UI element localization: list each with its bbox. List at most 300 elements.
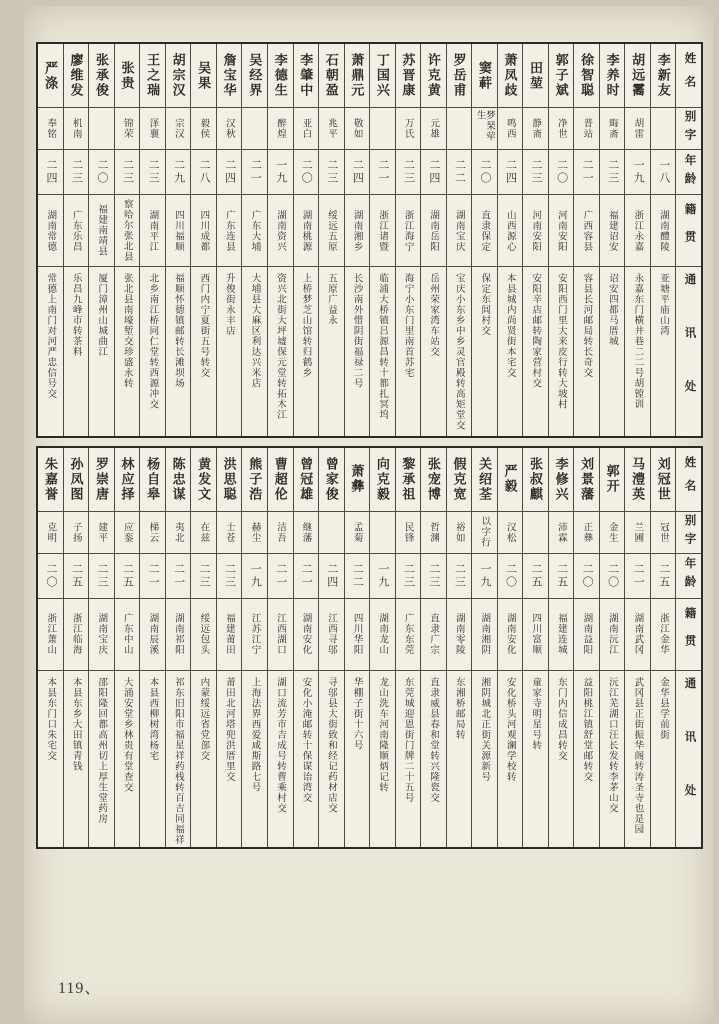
header-origin-text: 籍贯 bbox=[683, 606, 696, 662]
entry-address-text: 北乡南江桥同仁堂转西源冲交 bbox=[147, 273, 159, 410]
entry-age bbox=[242, 554, 267, 599]
entry-name-text: 黎承祖 bbox=[400, 456, 416, 502]
entry-column bbox=[190, 44, 216, 436]
entry-age-text: 二三 bbox=[121, 159, 134, 185]
entry-name bbox=[64, 44, 89, 108]
entry-name bbox=[217, 448, 242, 512]
entry-column bbox=[318, 448, 344, 847]
entry-alias-text: 泽襄 bbox=[147, 118, 159, 139]
entry-alias bbox=[191, 108, 216, 150]
entry-origin-text: 湖南宝庆 bbox=[96, 613, 108, 655]
entry-name-text: 张承俊 bbox=[94, 53, 110, 98]
entry-address bbox=[268, 267, 293, 436]
entry-alias bbox=[345, 108, 370, 150]
entry-address-text: 童家寺明星号转 bbox=[530, 676, 542, 750]
entry-alias-text: 亚白 bbox=[300, 118, 312, 139]
entry-address-text: 西门内宁夏街五号转交 bbox=[198, 273, 210, 378]
entry-address bbox=[38, 671, 63, 847]
entry-name bbox=[498, 448, 523, 512]
entry-alias bbox=[140, 108, 165, 150]
entry-alias bbox=[140, 512, 165, 554]
entry-column bbox=[267, 44, 293, 436]
entry-alias bbox=[294, 108, 319, 150]
entry-address bbox=[472, 267, 497, 436]
entry-alias bbox=[268, 512, 293, 554]
entry-column bbox=[293, 44, 319, 436]
entry-origin bbox=[447, 195, 472, 267]
entry-column bbox=[395, 44, 421, 436]
entry-age-text: 二三 bbox=[402, 562, 415, 589]
entry-address-text: 安化桥头河观澜学校转 bbox=[504, 676, 516, 782]
entry-column bbox=[573, 448, 599, 847]
entry-age-text: 二三 bbox=[530, 159, 543, 185]
entry-alias-text: 梦琹荦生 bbox=[474, 110, 495, 142]
entry-address-text: 本县东乡大田镇青钱 bbox=[70, 676, 82, 771]
entry-age-text: 二一 bbox=[376, 159, 389, 185]
entry-name-text: 徐智聪 bbox=[579, 53, 595, 98]
entry-name bbox=[447, 44, 472, 108]
entry-address bbox=[651, 671, 676, 847]
entry-name bbox=[421, 44, 446, 108]
entry-address-text: 东门内信成昌转交 bbox=[555, 676, 567, 761]
entry-alias bbox=[549, 512, 574, 554]
entry-age bbox=[625, 554, 650, 599]
header-alias bbox=[676, 108, 701, 150]
entry-alias bbox=[38, 512, 63, 554]
entry-alias-text: 在兹 bbox=[198, 521, 210, 543]
entry-column bbox=[241, 448, 267, 847]
entry-origin-text: 广西容县 bbox=[581, 209, 593, 252]
entry-address bbox=[115, 671, 140, 847]
entry-alias bbox=[268, 108, 293, 150]
entry-origin-text: 浙江永嘉 bbox=[632, 209, 644, 252]
entry-origin-text: 浙江海宁 bbox=[402, 209, 414, 252]
entry-address bbox=[421, 267, 446, 436]
entry-age-text: 二〇 bbox=[44, 562, 57, 589]
entry-name-text: 刘冠世 bbox=[655, 456, 671, 502]
entry-origin-text: 福建南靖县 bbox=[96, 204, 108, 257]
entry-name bbox=[549, 44, 574, 108]
entry-column bbox=[522, 448, 548, 847]
entry-column bbox=[573, 44, 599, 436]
entry-column bbox=[88, 448, 114, 847]
entry-origin bbox=[294, 599, 319, 671]
entry-origin bbox=[345, 195, 370, 267]
entry-column bbox=[165, 44, 191, 436]
entry-alias bbox=[549, 108, 574, 150]
entry-column bbox=[241, 44, 267, 436]
entry-address-text: 内蒙绥远省党部交 bbox=[198, 676, 210, 761]
entry-age bbox=[498, 150, 523, 195]
entry-name-text: 郭子斌 bbox=[553, 53, 569, 98]
entry-alias bbox=[166, 108, 191, 150]
entry-name bbox=[651, 448, 676, 512]
entry-age bbox=[319, 554, 344, 599]
entry-origin bbox=[600, 195, 625, 267]
entry-age bbox=[64, 150, 89, 195]
entry-name bbox=[625, 448, 650, 512]
entry-origin-text: 湖南湘阴 bbox=[479, 613, 491, 655]
entry-column bbox=[497, 44, 523, 436]
entry-age bbox=[217, 554, 242, 599]
header-address bbox=[676, 267, 701, 436]
entry-alias-text: 锦荣 bbox=[121, 118, 133, 139]
entry-origin bbox=[319, 599, 344, 671]
entry-name-text: 李肇中 bbox=[298, 53, 314, 98]
entry-alias-text: 胡雷 bbox=[632, 118, 644, 139]
entry-age-text: 二五 bbox=[555, 562, 568, 589]
entry-origin-text: 湖南辰溪 bbox=[147, 613, 159, 655]
entry-age bbox=[447, 554, 472, 599]
entry-name bbox=[89, 448, 114, 512]
entry-age-text: 二一 bbox=[172, 562, 185, 589]
entry-origin-text: 江西寻邬 bbox=[326, 613, 338, 655]
entry-column bbox=[369, 448, 395, 847]
entry-name bbox=[319, 44, 344, 108]
entry-alias-text: 以字行 bbox=[479, 516, 491, 548]
entry-age bbox=[166, 150, 191, 195]
entry-alias bbox=[370, 512, 395, 554]
entry-age-text: 二〇 bbox=[96, 159, 109, 185]
entry-name-text: 李德生 bbox=[272, 53, 288, 98]
entry-age bbox=[396, 150, 421, 195]
entry-age-text: 二三 bbox=[427, 562, 440, 589]
entry-address bbox=[549, 671, 574, 847]
entry-origin-text: 江苏江宁 bbox=[249, 613, 261, 655]
entry-alias bbox=[651, 512, 676, 554]
entry-address-text: 海宁小东门里南首苏宅 bbox=[402, 273, 414, 378]
entry-name-text: 萧彝 bbox=[349, 464, 365, 494]
entry-column bbox=[344, 448, 370, 847]
entry-name bbox=[651, 44, 676, 108]
entry-name bbox=[217, 44, 242, 108]
entry-column bbox=[139, 448, 165, 847]
entry-name-text: 张贵 bbox=[119, 60, 135, 91]
entry-origin-text: 湖南沅江 bbox=[606, 613, 618, 655]
entry-alias bbox=[191, 512, 216, 554]
entry-address bbox=[370, 267, 395, 436]
entry-origin bbox=[166, 599, 191, 671]
entry-age bbox=[166, 554, 191, 599]
entry-alias bbox=[319, 512, 344, 554]
entry-address-text: 岳州荣家湾车站交 bbox=[428, 273, 440, 357]
entry-alias bbox=[651, 108, 676, 150]
entry-address bbox=[140, 671, 165, 847]
entry-origin bbox=[370, 195, 395, 267]
entry-name bbox=[370, 44, 395, 108]
entry-address bbox=[447, 267, 472, 436]
entry-alias bbox=[319, 108, 344, 150]
entry-address-text: 祁东旧阳市福星祥药栈转百吉同福祥 bbox=[172, 676, 184, 845]
entry-origin bbox=[89, 195, 114, 267]
entry-column bbox=[624, 448, 650, 847]
entry-age bbox=[140, 554, 165, 599]
entry-address-text: 湘阴城北正街关源新号 bbox=[479, 676, 491, 782]
entry-name bbox=[294, 448, 319, 512]
entry-origin-text: 湖南安化 bbox=[504, 613, 516, 655]
entry-alias-text: 净世 bbox=[555, 118, 567, 139]
entry-origin bbox=[396, 599, 421, 671]
entry-alias bbox=[345, 512, 370, 554]
entry-alias bbox=[625, 512, 650, 554]
entry-name-text: 张宠博 bbox=[425, 456, 441, 502]
entry-name bbox=[166, 448, 191, 512]
entry-name-text: 熊子浩 bbox=[247, 456, 263, 502]
entry-origin bbox=[345, 599, 370, 671]
entry-alias-text: 沛霖 bbox=[555, 521, 567, 543]
entry-address bbox=[574, 671, 599, 847]
entry-column bbox=[471, 44, 497, 436]
entry-age bbox=[472, 150, 497, 195]
entry-origin-text: 直隶广宗 bbox=[428, 613, 440, 655]
entry-age bbox=[345, 150, 370, 195]
entry-origin-text: 福建连城 bbox=[555, 613, 567, 655]
entry-alias bbox=[396, 108, 421, 150]
entry-address bbox=[140, 267, 165, 436]
entry-origin bbox=[498, 599, 523, 671]
entry-name-text: 廖维发 bbox=[68, 53, 84, 98]
entry-address bbox=[191, 671, 216, 847]
entry-address-text: 东莞城迎恩街门牌二十五号 bbox=[402, 676, 414, 803]
entry-name bbox=[600, 44, 625, 108]
entry-column bbox=[522, 44, 548, 436]
entry-column bbox=[267, 448, 293, 847]
entry-name bbox=[319, 448, 344, 512]
entry-address-text: 沅江芜湖口汪长发转李茅山交 bbox=[606, 676, 618, 813]
entry-origin bbox=[217, 599, 242, 671]
entry-column bbox=[548, 448, 574, 847]
entry-origin-text: 绥远包头 bbox=[198, 613, 210, 655]
entry-column bbox=[63, 448, 89, 847]
entry-address-text: 湖口流芳市吉成号转曹乘村交 bbox=[274, 676, 286, 813]
entry-address-text: 容县长河邮局转长奇交 bbox=[581, 273, 593, 378]
entry-age bbox=[396, 554, 421, 599]
entry-alias-text: 鸣西 bbox=[504, 118, 516, 139]
entry-origin bbox=[268, 195, 293, 267]
entry-address-text: 资兴北街大坪墟保元堂转拓木江 bbox=[274, 273, 286, 420]
entry-origin bbox=[64, 195, 89, 267]
entry-address bbox=[89, 267, 114, 436]
entry-origin-text: 湖南宝庆 bbox=[453, 209, 465, 252]
entry-address bbox=[498, 671, 523, 847]
entry-alias bbox=[472, 108, 497, 150]
entry-origin-text: 湖南桃源 bbox=[300, 209, 312, 252]
entry-column bbox=[139, 44, 165, 436]
entry-age bbox=[447, 150, 472, 195]
entry-age-text: 二三 bbox=[198, 562, 211, 589]
entry-alias-text: 哲渊 bbox=[428, 521, 440, 543]
entry-alias bbox=[166, 512, 191, 554]
entry-address bbox=[396, 267, 421, 436]
entry-name bbox=[268, 448, 293, 512]
entry-column bbox=[38, 44, 63, 436]
entry-address bbox=[294, 267, 319, 436]
entry-age-text: 二一 bbox=[581, 159, 594, 185]
entry-name-text: 胡宗汉 bbox=[170, 53, 186, 98]
entry-column bbox=[369, 44, 395, 436]
entry-alias bbox=[115, 108, 140, 150]
entry-age bbox=[294, 554, 319, 599]
entry-name bbox=[345, 44, 370, 108]
entry-age-text: 二五 bbox=[70, 562, 83, 589]
entry-age-text: 二〇 bbox=[504, 562, 517, 589]
entry-address bbox=[319, 671, 344, 847]
entry-origin-text: 湖南安化 bbox=[300, 613, 312, 655]
entry-origin bbox=[396, 195, 421, 267]
entry-alias-text: 毅侯 bbox=[198, 118, 210, 139]
entry-address-text: 华棚子街十六号 bbox=[351, 676, 363, 750]
entry-name bbox=[549, 448, 574, 512]
entry-age bbox=[421, 150, 446, 195]
entry-alias bbox=[38, 108, 63, 150]
entry-name-text: 詹宝华 bbox=[221, 53, 237, 98]
header-name bbox=[676, 448, 701, 512]
entry-age bbox=[294, 150, 319, 195]
entry-name-text: 李修兴 bbox=[553, 456, 569, 502]
entry-origin-text: 湖南祁阳 bbox=[172, 613, 184, 655]
entry-name-text: 丁国兴 bbox=[374, 53, 390, 98]
entry-alias-text: 普站 bbox=[581, 118, 593, 139]
entry-name-text: 田堃 bbox=[528, 60, 544, 91]
entry-address-text: 邵阳隆回都高州切上厚生堂药房 bbox=[96, 676, 108, 824]
entry-name-text: 孙凤图 bbox=[68, 456, 84, 502]
entry-name-text: 李新友 bbox=[655, 53, 671, 98]
entry-age bbox=[574, 150, 599, 195]
entry-origin-text: 江西湖口 bbox=[274, 613, 286, 655]
entry-address-text: 厦门漳州山城曲江 bbox=[96, 273, 108, 357]
entry-origin bbox=[294, 195, 319, 267]
entry-column bbox=[650, 44, 676, 436]
entry-address-text: 亚塘平庙山湾 bbox=[657, 273, 669, 336]
entry-origin bbox=[498, 195, 523, 267]
entry-name-text: 萧凤歧 bbox=[502, 53, 518, 98]
entry-address-text: 上海法界西爱咸斯路七号 bbox=[249, 676, 261, 792]
entry-alias bbox=[472, 512, 497, 554]
entry-alias-text: 正彝 bbox=[581, 521, 593, 543]
entry-name-text: 郭开 bbox=[604, 464, 620, 494]
entry-alias bbox=[523, 512, 548, 554]
entry-address bbox=[345, 267, 370, 436]
entry-age bbox=[370, 150, 395, 195]
entry-origin-text: 湖南常德 bbox=[45, 209, 57, 252]
entry-age-text: 一八 bbox=[657, 159, 670, 185]
entry-origin-text: 广东乐昌 bbox=[70, 209, 82, 252]
entry-address bbox=[294, 671, 319, 847]
entry-address-text: 本县西柳树湾杨宅 bbox=[147, 676, 159, 761]
entry-age bbox=[191, 554, 216, 599]
entry-name bbox=[472, 448, 497, 512]
entry-name bbox=[447, 448, 472, 512]
entry-address-text: 本县城内尚贤街本宅交 bbox=[504, 273, 516, 378]
entry-alias bbox=[64, 512, 89, 554]
entry-age bbox=[268, 150, 293, 195]
entry-age-text: 一九 bbox=[478, 562, 491, 589]
entry-age bbox=[625, 150, 650, 195]
entry-age-text: 二九 bbox=[172, 159, 185, 185]
entry-age bbox=[574, 554, 599, 599]
entry-column bbox=[599, 44, 625, 436]
entry-origin bbox=[140, 195, 165, 267]
entry-column bbox=[293, 448, 319, 847]
entry-age-text: 二一 bbox=[632, 562, 645, 589]
entry-name bbox=[242, 44, 267, 108]
entry-origin-text: 湖南平江 bbox=[147, 209, 159, 252]
entry-name-text: 王之瑞 bbox=[145, 53, 161, 98]
entry-origin bbox=[651, 195, 676, 267]
entry-origin-text: 浙江临海 bbox=[70, 613, 82, 655]
entry-alias bbox=[242, 108, 267, 150]
entry-address-text: 武冈县正街振华阁转涛圣寺也是园 bbox=[632, 676, 644, 834]
entry-alias-text: 敬如 bbox=[351, 118, 363, 139]
entry-name bbox=[396, 448, 421, 512]
entry-origin-text: 直隶保定 bbox=[479, 209, 491, 252]
entry-origin-text: 湖南武冈 bbox=[632, 613, 644, 655]
entry-name bbox=[115, 44, 140, 108]
entry-origin-text: 山西源心 bbox=[504, 209, 516, 252]
entry-origin bbox=[523, 195, 548, 267]
entry-alias bbox=[217, 512, 242, 554]
entry-origin-text: 浙江金华 bbox=[657, 613, 669, 655]
entry-age-text: 二四 bbox=[504, 159, 517, 185]
entry-alias-text: 万氏 bbox=[402, 118, 414, 139]
entry-origin bbox=[64, 599, 89, 671]
entry-origin-text: 四川华阳 bbox=[351, 613, 363, 655]
entry-alias bbox=[396, 512, 421, 554]
entry-origin-text: 湖南湘乡 bbox=[351, 209, 363, 252]
entry-age bbox=[319, 150, 344, 195]
entry-origin-text: 河南安阳 bbox=[530, 209, 542, 252]
entry-origin-text: 浙江萧山 bbox=[45, 613, 57, 655]
entry-name-text: 假克宽 bbox=[451, 456, 467, 502]
entry-address bbox=[217, 671, 242, 847]
entry-address-text: 龙山洗车河南隆顺炳记转 bbox=[377, 676, 389, 792]
entry-address bbox=[625, 671, 650, 847]
entry-column bbox=[344, 44, 370, 436]
entry-alias bbox=[421, 512, 446, 554]
entry-age-text: 二五 bbox=[121, 562, 134, 589]
entry-age bbox=[498, 554, 523, 599]
entry-age-text: 二三 bbox=[606, 159, 619, 185]
entry-name bbox=[268, 44, 293, 108]
entry-age bbox=[115, 554, 140, 599]
entry-name bbox=[191, 448, 216, 512]
entry-name-text: 关绍荃 bbox=[476, 456, 492, 502]
entry-age-text: 二一 bbox=[300, 562, 313, 589]
entry-address bbox=[191, 267, 216, 436]
entry-name bbox=[64, 448, 89, 512]
directory-tables bbox=[36, 42, 703, 857]
entry-address bbox=[268, 671, 293, 847]
entry-name-text: 黄发文 bbox=[196, 456, 212, 502]
entry-address-text: 大埔县大麻区利达兴米店 bbox=[249, 273, 261, 389]
entry-alias bbox=[89, 512, 114, 554]
entry-name-text: 严涤 bbox=[42, 60, 58, 91]
entry-age bbox=[89, 150, 114, 195]
entry-name-text: 刘景藩 bbox=[579, 456, 595, 502]
entry-origin bbox=[115, 599, 140, 671]
entry-name bbox=[574, 44, 599, 108]
entry-address bbox=[447, 671, 472, 847]
header-origin bbox=[676, 195, 701, 267]
entry-name bbox=[625, 44, 650, 108]
entry-age-text: 二三 bbox=[325, 159, 338, 185]
entry-name-text: 李养时 bbox=[604, 53, 620, 98]
entry-alias-text: 子扬 bbox=[70, 521, 82, 543]
entry-address-text: 东湘桥邮局转 bbox=[453, 676, 465, 740]
entry-age bbox=[268, 554, 293, 599]
entry-column bbox=[38, 448, 63, 847]
entry-address bbox=[242, 267, 267, 436]
